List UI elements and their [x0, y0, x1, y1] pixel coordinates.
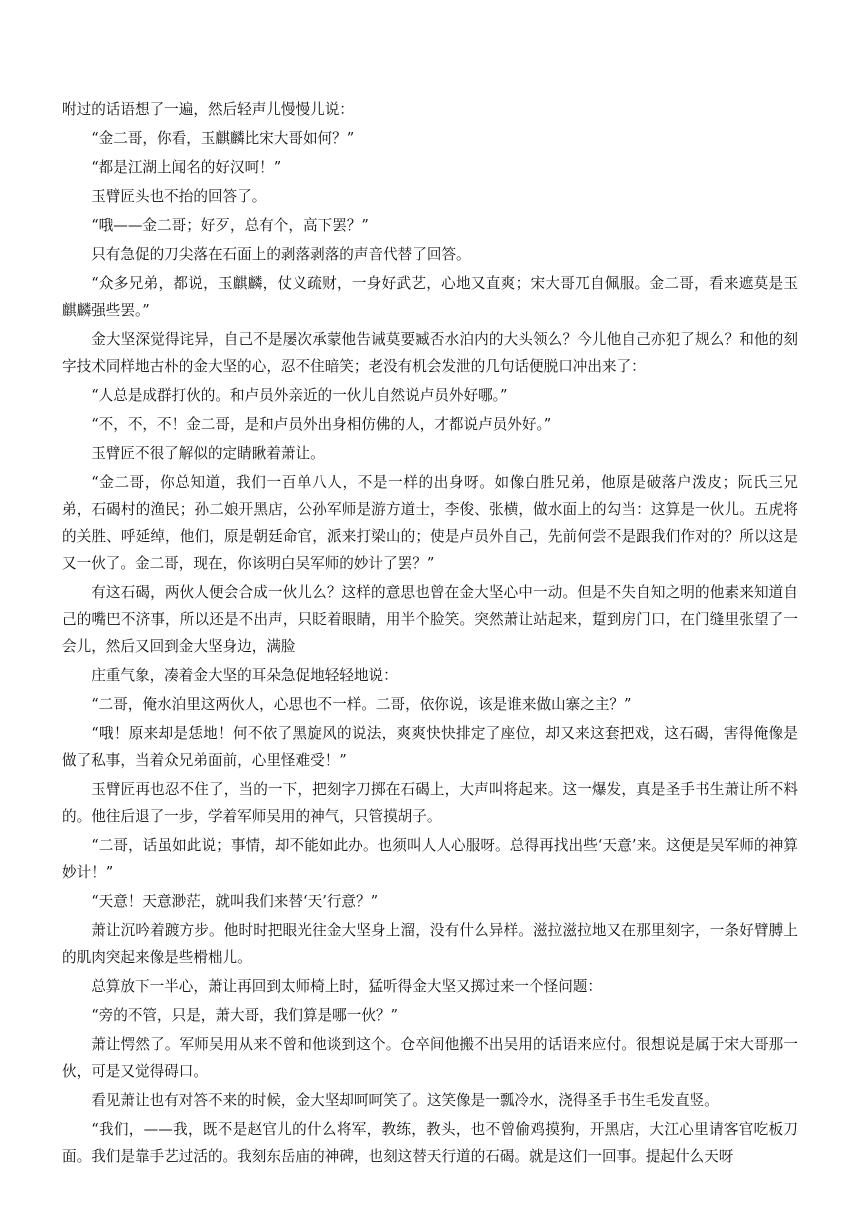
paragraph: 萧让愕然了。军师吴用从来不曾和他谈到这个。仓卒间他搬不出吴用的话语来应付。很想说是属于宋大哥那一伙，可是又觉得碍口。	[62, 1036, 798, 1080]
paragraph: “哦！原来却是恁地！何不依了黑旋风的说法，爽爽快快排定了座位，却又来这套把戏，这石碣，害得俺像是做了私事，当着众兄弟面前，心里怪难受！”	[62, 725, 798, 769]
paragraph: 看见萧让也有对答不来的时候，金大坚却呵呵笑了。这笑像是一瓢冷水，浇得圣手书生毛发直竖。	[91, 1092, 719, 1109]
paragraph: “二哥，话虽如此说；事情，却不能如此办。也须叫人人心服呀。总得再找出些‘天意’来。这便是吴军师的神算妙计！”	[62, 837, 798, 881]
paragraph: 金大坚深觉得诧异，自己不是屡次承蒙他告诫莫要臧否水泊内的大头领么？今儿他自己亦犯了规么？和他的刻字技术同样地古朴的金大坚的心，忍不住暗笑；老没有机会发泄的几句话便脱口冲出来了：	[62, 331, 798, 375]
paragraph: 玉臂匠头也不抬的回答了。	[91, 188, 267, 205]
paragraph: 玉臂匠再也忍不住了，当的一下，把刻字刀掷在石碣上，大声叫将起来。这一爆发，真是圣手书生萧让所不料的。他往后退了一步，学着军师吴用的神气，只管摸胡子。	[62, 781, 798, 825]
paragraph: “我们，——我，既不是赵官儿的什么将军，教练，教头，也不曾偷鸡摸狗，开黑店，大江心里请客官吃板刀面。我们是靠手艺过活的。我刻东岳庙的神碑，也刻这替天行道的石碣。就是这们一回事。提起什么天呀	[62, 1121, 798, 1165]
paragraph: “天意！天意渺茫，就叫我们来替‘天’行意？”	[91, 893, 379, 910]
paragraph: “金二哥，你总知道，我们一百单八人，不是一样的出身呀。如像白胜兄弟，他原是破落户泼皮；阮氏三兄弟，石碣村的渔民；孙二娘开黑店，公孙军师是游方道士，李俊、张横，做水面上的勾当：这算是一伙儿。五虎将的关胜、呼延绰，他们，原是朝廷命官，派来打梁山的；使是卢员外自己，先前何尝不是跟我们作对的？所以这是又一伙了。金二哥，现在，你该明白吴军师的妙计了罢？”	[62, 474, 798, 572]
paragraph: “二哥，俺水泊里这两伙人，心思也不一样。二哥，依你说，该是谁来做山寨之主？”	[91, 696, 632, 713]
paragraph: 有这石碣，两伙人便会合成一伙儿么？这样的意思也曾在金大坚心中一动。但是不失自知之明的他素来知道自己的嘴巴不济事，所以还是不出声，只眨着眼睛，用半个脸笑。突然萧让站起来，踅到房门口，在门缝里张望了一会儿，然后又回到金大坚身边，满脸	[62, 584, 798, 655]
paragraph: 只有急促的刀尖落在石面上的剥落剥落的声音代替了回答。	[91, 246, 471, 263]
paragraph: 萧让沉吟着踱方步。他时时把眼光往金大坚身上溜，没有什么异样。滋拉滋拉地又在那里刻字，一条好臂膊上的肌肉突起来像是些榾柮儿。	[62, 922, 798, 966]
paragraph: “众多兄弟，都说，玉麒麟，仗义疏财，一身好武艺，心地又直爽；宋大哥兀自佩服。金二哥，看来遮莫是玉麒麟强些罢。”	[62, 275, 798, 319]
paragraph: “不，不，不！金二哥，是和卢员外出身相仿佛的人，才都说卢员外好。”	[91, 416, 552, 433]
paragraph: “哦——金二哥；好歹，总有个，高下罢？”	[91, 217, 369, 234]
body-text	[62, 96, 798, 1172]
paragraph: “旁的不管，只是，萧大哥，我们算是哪一伙？”	[91, 1007, 398, 1024]
paragraph: “人总是成群打伙的。和卢员外亲近的一伙儿自然说卢员外好哪。”	[91, 387, 508, 404]
paragraph: “都是江湖上闻名的好汉呵！”	[91, 159, 282, 176]
paragraph: 玉臂匠不很了解似的定睛瞅着萧让。	[91, 445, 325, 462]
paragraph: 总算放下一半心，萧让再回到太师椅上时，猛听得金大坚又掷过来一个怪问题：	[91, 978, 602, 995]
paragraph: 咐过的话语想了一遍，然后轻声儿慢慢儿说：	[62, 101, 354, 118]
paragraph: 庄重气象，凑着金大坚的耳朵急促地轻轻地说：	[91, 667, 398, 684]
paragraph: “金二哥，你看，玉麒麟比宋大哥如何？”	[91, 130, 355, 147]
